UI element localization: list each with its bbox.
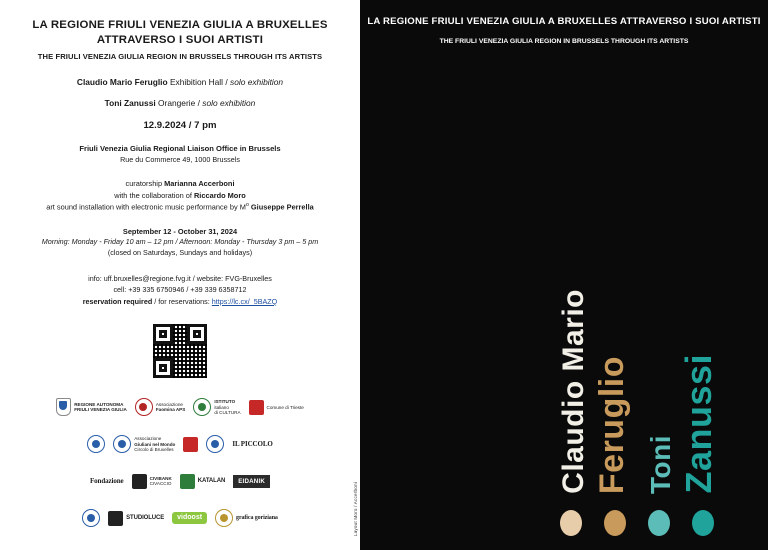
right-page — [360, 0, 768, 550]
closing-note: (closed on Saturdays, Sundays and holidays) — [107, 247, 253, 257]
circle-icon — [82, 509, 100, 527]
layout-credit: Layout Moro / Accerboni — [353, 481, 358, 536]
square-icon — [180, 474, 195, 489]
credit-person: Riccardo Moro — [193, 190, 246, 200]
swatch-cream — [560, 510, 582, 536]
venue-name: Friuli Venezia Giulia Regional Liaison Office in Brussels — [79, 144, 281, 154]
reservation-line — [16, 296, 344, 308]
artist-note: solo exhibition — [230, 77, 284, 88]
color-swatches — [560, 510, 714, 536]
logo-regione-autonoma-fvg: REGIONE AUTONOMA FRIULI VENEZIA GIULIA — [56, 398, 127, 416]
artist-note: solo exhibition — [202, 98, 256, 109]
artist-entry — [16, 98, 344, 108]
artist-name: Toni Zanussi — [104, 98, 156, 109]
logo-studioluce: STUDIOLUCE — [108, 511, 164, 526]
artist-entry — [16, 77, 344, 87]
contact-phone: cell: +39 335 6750946 / +39 339 6358712 — [113, 285, 247, 295]
circle-icon — [87, 435, 105, 453]
credit-collaboration — [16, 190, 344, 201]
vertical-name-feruglio: Feruglio — [593, 355, 631, 494]
logo-katalan: KATALAN — [180, 474, 225, 489]
venue-block — [16, 144, 344, 164]
page-title: LA REGIONE FRIULI VENEZIA GIULIA A BRUXELLES ATTRAVERSO I SUOI ARTISTI — [32, 19, 328, 46]
swatch-gold — [604, 510, 626, 536]
circle-icon — [193, 398, 211, 416]
logo-emblem-1 — [87, 435, 105, 453]
reservation-label: reservation required — [82, 296, 153, 306]
circle-icon — [135, 398, 153, 416]
square-icon — [132, 474, 147, 489]
circle-icon — [113, 435, 131, 453]
logo-il-piccolo: IL PICCOLO — [232, 440, 273, 449]
artist-venue: Orangerie / — [158, 98, 200, 109]
logo-emblem-2 — [183, 437, 198, 452]
credit-prefix: art sound installation with electronic music performance by M — [46, 202, 246, 212]
swatch-teal — [692, 510, 714, 536]
reservation-link[interactable]: https://lc.cx/_5BAZQ — [211, 296, 278, 306]
logo-row — [22, 466, 338, 496]
logo-comune-di-trieste: Comune di Trieste — [249, 400, 304, 415]
cover-subtitle: THE FRIULI VENEZIA GIULIA REGION IN BRUSSELS THROUGH ITS ARTISTS — [439, 37, 689, 45]
qr-finder-bottom-left — [153, 358, 173, 378]
opening-hours: Morning: Monday - Friday 10 am – 12 pm / Afternoon: Monday - Thursday 3 pm – 5 pm — [41, 237, 319, 247]
sponsor-logos — [16, 392, 344, 533]
logo-row — [22, 503, 338, 533]
vertical-artist-names — [360, 74, 768, 494]
cover-title-block — [360, 0, 768, 46]
qr-code-wrap — [16, 324, 344, 378]
logo-associazione-faomina: Associazione Faomina APS — [135, 398, 185, 416]
logo-row — [22, 429, 338, 459]
logo-eidanik: EIDANIK — [233, 475, 270, 488]
square-icon — [249, 400, 264, 415]
credit-person: Giuseppe Perrella — [248, 202, 314, 212]
contact-email: info: uff.bruxelles@regione.fvg.it / website: FVG-Bruxelles — [88, 273, 272, 283]
swatch-teal-light — [648, 510, 670, 536]
square-icon — [108, 511, 123, 526]
logo-emblem-4 — [82, 509, 100, 527]
square-icon — [183, 437, 198, 452]
qr-code-icon[interactable] — [153, 324, 207, 378]
shield-icon — [56, 398, 71, 416]
credits-block — [16, 178, 344, 213]
credit-curatorship — [16, 178, 344, 189]
artists-block — [16, 77, 344, 108]
vertical-name-zanussi: Zanussi — [678, 354, 719, 494]
title-block — [16, 18, 344, 61]
credit-prefix: curatorship — [125, 179, 165, 189]
credit-prefix: with the collaboration of — [114, 190, 194, 200]
exhibition-dates: September 12 - October 31, 2024 — [122, 227, 238, 237]
logo-emblem-3 — [206, 435, 224, 453]
left-page — [0, 0, 360, 550]
credit-sound-installation — [16, 201, 344, 213]
event-datetime: 12.9.2024 / 7 pm — [143, 120, 217, 132]
logo-civibank: CIVIBANK CIVACCIO — [132, 474, 172, 489]
circle-icon — [215, 509, 233, 527]
contact-block — [16, 273, 344, 308]
opening-hours-block — [16, 226, 344, 259]
reservation-separator: / for reservations: — [152, 296, 212, 306]
artist-venue: Exhibition Hall / — [169, 77, 228, 88]
logo-fondazione: Fondazione — [89, 477, 124, 486]
logo-vidoost: vidoost — [172, 512, 207, 524]
circle-icon — [206, 435, 224, 453]
logo-giuliani-nel-mondo: Associazione Giuliani nel Mondo Circolo di Bruxelles — [113, 435, 175, 453]
vertical-name-toni: Toni — [645, 434, 676, 494]
cover-title: LA REGIONE FRIULI VENEZIA GIULIA A BRUXELLES ATTRAVERSO I SUOI ARTISTI — [367, 16, 761, 27]
page-subtitle: THE FRIULI VENEZIA GIULIA REGION IN BRUSSELS THROUGH ITS ARTISTS — [37, 52, 323, 62]
logo-row — [22, 392, 338, 422]
artist-name: Claudio Mario Feruglio — [76, 77, 168, 88]
credit-superscript: o — [245, 202, 249, 209]
vertical-name-claudio-mario: Claudio Mario — [557, 289, 590, 494]
venue-address: Rue du Commerce 49, 1000 Brussels — [120, 155, 240, 165]
logo-grafica-goriziana: grafica goriziana — [215, 509, 278, 527]
credit-person: Marianna Accerboni — [164, 179, 235, 189]
logo-istituto-italiano-cultura: ISTITUTO italiano di CULTURA — [193, 398, 240, 416]
